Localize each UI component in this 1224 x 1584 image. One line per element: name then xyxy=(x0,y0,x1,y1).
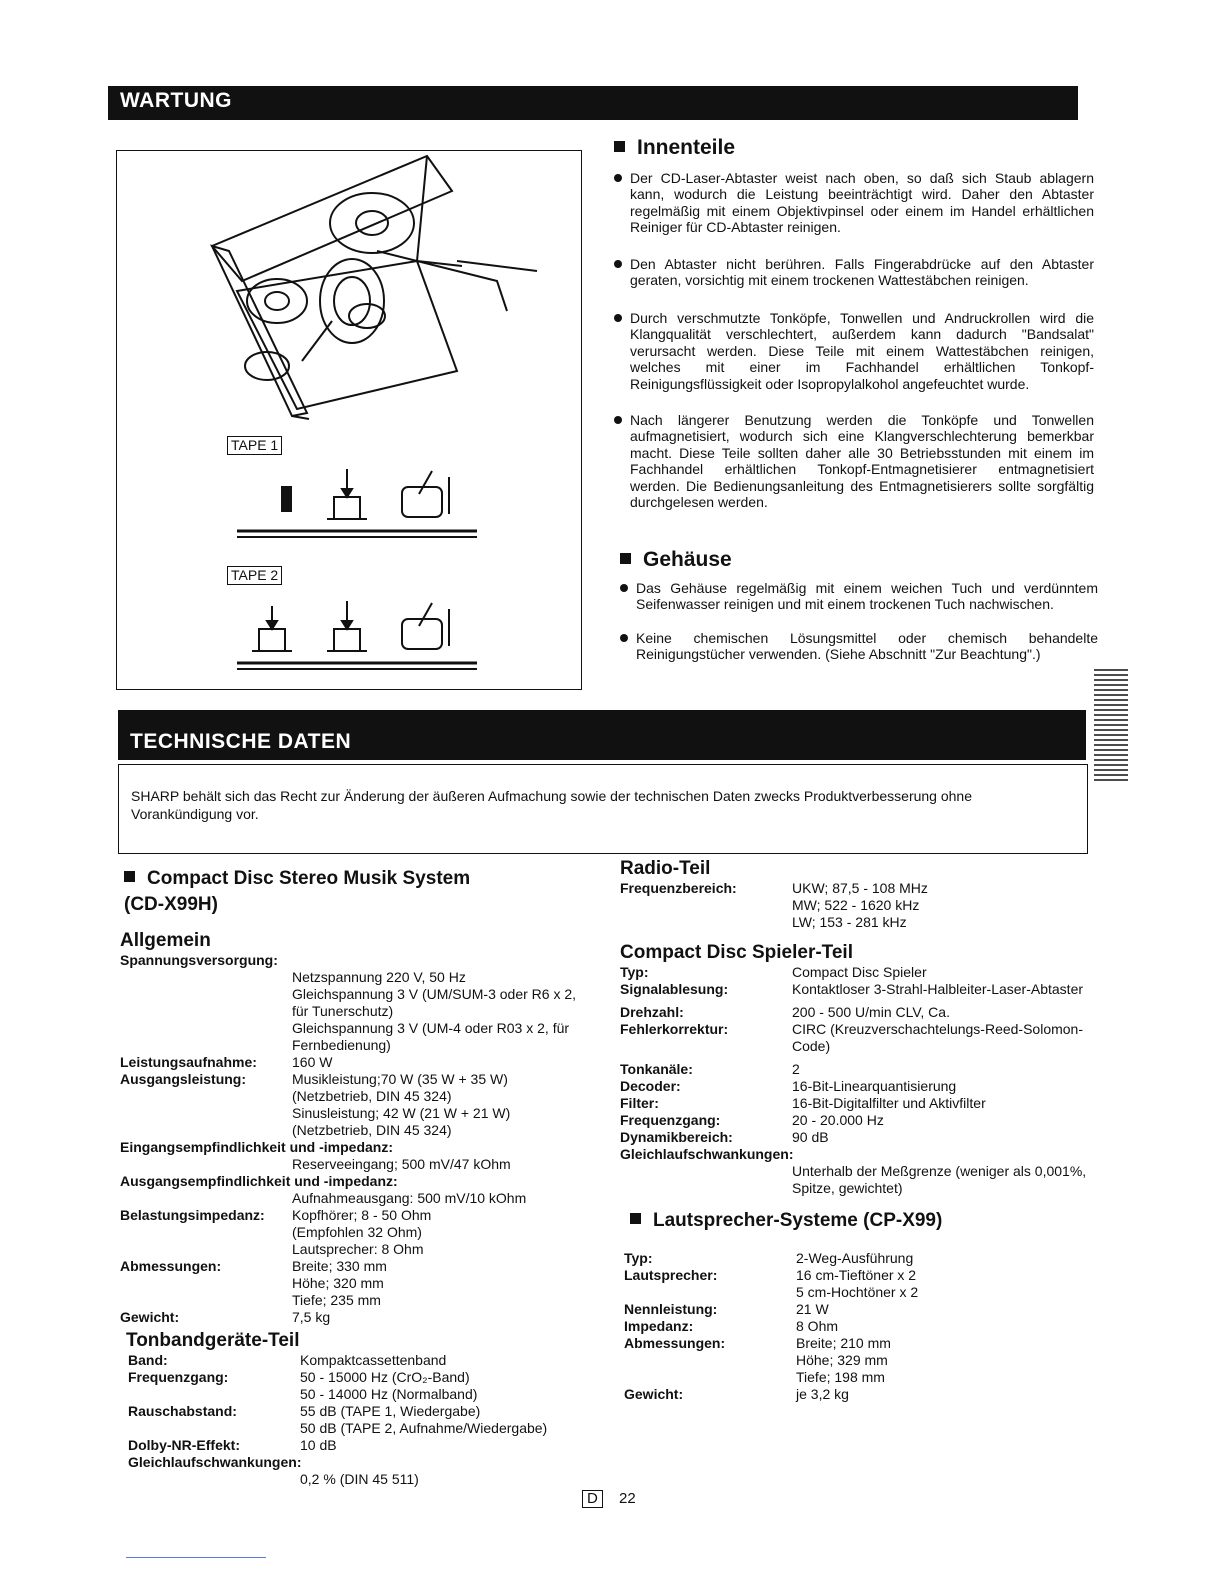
innenteile-bullet-2: Den Abtaster nicht berühren. Falls Fingerabdrücke auf den Abtaster geraten, vorsichtig mit einem trockenen Wattestäbchen reinigen. xyxy=(614,256,1094,289)
cd-label: Drehzahl: xyxy=(620,1004,684,1020)
radio-value-1: UKW; 87,5 - 108 MHz xyxy=(792,880,928,896)
cd-value: 16-Bit-Linearquantisierung xyxy=(792,1078,957,1094)
ls-heading: Lautsprecher-Systeme (CP-X99) xyxy=(630,1210,942,1232)
ausgang-value-1: Musikleistung;70 W (35 W + 35 W) xyxy=(292,1071,508,1087)
allgemein-heading: Allgemein xyxy=(120,930,211,951)
cd-value: 200 - 500 U/min CLV, Ca. xyxy=(792,1004,950,1020)
square-bullet-icon xyxy=(614,141,625,152)
cd-label: Typ: xyxy=(620,964,649,980)
spannung-value-1: Netzspannung 220 V, 50 Hz xyxy=(292,969,466,985)
ausg-value: Aufnahmeausgang: 500 mV/10 kOhm xyxy=(292,1190,527,1206)
abm-label: Abmessungen: xyxy=(120,1258,222,1274)
ausg-label: Ausgangsempfindlichkeit und -impedanz: xyxy=(120,1173,398,1189)
innenteile-bullet-1: Der CD-Laser-Abtaster weist nach oben, so daß sich Staub ablagern kann, wodurch die Leistung beeinträchtigt wird. Daher den Abtaster regelmäßig mit einem Objektivpinsel oder einem im Handel erhältlichen Reiniger für CD-Abtaster reinigen. xyxy=(614,170,1094,236)
ls-value: 8 Ohm xyxy=(796,1318,839,1334)
system-heading: Compact Disc Stereo Musik System (CD-X99H) xyxy=(124,868,471,915)
belast-value-1: Kopfhörer; 8 - 50 Ohm xyxy=(292,1207,432,1223)
freq-value-2: 50 - 14000 Hz (Normalband) xyxy=(300,1386,478,1402)
ls-value: Tiefe; 198 mm xyxy=(796,1369,885,1385)
section-tab-marker xyxy=(1094,666,1128,786)
tech-title: TECHNISCHE DATEN xyxy=(130,730,352,753)
allgemein-specs xyxy=(120,952,590,1326)
leistung-label: Leistungsaufnahme: xyxy=(120,1054,257,1070)
notice-box xyxy=(118,764,1088,854)
rausch-value-2: 50 dB (TAPE 2, Aufnahme/Wiedergabe) xyxy=(300,1420,548,1436)
language-badge: D xyxy=(582,1490,603,1508)
freq-value-1: 50 - 15000 Hz (CrO₂-Band) xyxy=(300,1369,470,1385)
band-label: Band: xyxy=(128,1352,168,1368)
cd-label: Fehlerkorrektur: xyxy=(620,1021,729,1037)
ls-value: 21 W xyxy=(796,1301,829,1317)
ls-label: Abmessungen: xyxy=(624,1335,726,1351)
cd-heading: Compact Disc Spieler-Teil xyxy=(620,942,853,963)
freq-label: Frequenzgang: xyxy=(128,1369,229,1385)
band-value: Kompaktcassettenband xyxy=(300,1352,447,1368)
innenteile-bullet-4: Nach längerer Benutzung werden die Tonköpfe und Tonwellen aufmagnetisiert, wodurch sich eine Klangverschlechterung bemerkbar macht. Diese Teile sollten daher alle 30 Betriebsstunden mit einem im Fachhandel erhältlichen Tonkopf-Entmagnetisierer entmagnetisiert werden. Die Bedienungsanleitung des Entmagnetisierers sollte sorgfältig durchgelesen werden. xyxy=(614,412,1094,510)
gehaeuse-heading: Gehäuse xyxy=(620,548,732,572)
gehaeuse-bullet-2: Keine chemischen Lösungsmittel oder chemisch behandelte Reinigungstücher verwenden. (Siehe Abschnitt "Zur Beachtung".) xyxy=(620,630,1098,663)
ls-value: 2-Weg-Ausführung xyxy=(796,1250,914,1266)
ls-value: je 3,2 kg xyxy=(796,1386,849,1402)
cd-value: 2 xyxy=(792,1061,800,1077)
spannung-value-3: Gleichspannung 3 V (UM-4 oder R03 x 2, für Fernbedienung) xyxy=(292,1020,570,1053)
ls-specs xyxy=(624,1250,1094,1403)
illustration-box xyxy=(116,150,582,690)
ausgang-label: Ausgangsleistung: xyxy=(120,1071,247,1087)
cd-label: Tonkanäle: xyxy=(620,1061,693,1077)
ls-label: Impedanz: xyxy=(624,1318,694,1334)
notice-text: SHARP behält sich das Recht zur Änderung der äußeren Aufmachung sowie der technischen Daten zwecks Produktverbesserung ohne Vorankündigung vor. xyxy=(131,788,972,822)
tonband-heading: Tonbandgeräte-Teil xyxy=(126,1330,300,1351)
cd-value: CIRC (Kreuzverschachtelungs-Reed-Solomon-Code) xyxy=(792,1021,1084,1054)
tape1-label: TAPE 1 xyxy=(227,436,282,455)
cd-label: Decoder: xyxy=(620,1078,681,1094)
wartung-header xyxy=(108,86,1078,120)
square-bullet-icon xyxy=(630,1213,641,1224)
ls-label: Lautsprecher: xyxy=(624,1267,718,1283)
page-number: 22 xyxy=(619,1490,636,1507)
square-bullet-icon xyxy=(124,871,135,882)
ls-value: Breite; 210 mm xyxy=(796,1335,891,1351)
spannung-label: Spannungsversorgung: xyxy=(120,952,278,968)
dolby-label: Dolby-NR-Effekt: xyxy=(128,1437,240,1453)
leistung-value: 160 W xyxy=(292,1054,333,1070)
ls-label xyxy=(624,1284,796,1301)
radio-value-3: LW; 153 - 281 kHz xyxy=(792,914,907,930)
belast-value-3: Lautsprecher: 8 Ohm xyxy=(292,1241,424,1257)
ls-value: 16 cm-Tieftöner x 2 xyxy=(796,1267,917,1283)
ls-label: Typ: xyxy=(624,1250,653,1266)
cd-gleich-value: Unterhalb der Meßgrenze (weniger als 0,001%, Spitze, gewichtet) xyxy=(792,1163,1087,1196)
cd-specs xyxy=(620,964,1090,1197)
tape2-heads-diagram xyxy=(237,591,487,681)
tape2-label: TAPE 2 xyxy=(227,566,282,585)
cd-label: Dynamikbereich: xyxy=(620,1129,733,1145)
cd-value: Compact Disc Spieler xyxy=(792,964,927,980)
abm-value-1: Breite; 330 mm xyxy=(292,1258,387,1274)
ls-label: Gewicht: xyxy=(624,1386,684,1402)
eing-value: Reserveeingang; 500 mV/47 kOhm xyxy=(292,1156,511,1172)
cd-label: Filter: xyxy=(620,1095,659,1111)
ls-value: 5 cm-Hochtöner x 2 xyxy=(796,1284,919,1300)
radio-label: Frequenzbereich: xyxy=(620,880,737,896)
ls-label: Nennleistung: xyxy=(624,1301,718,1317)
gleich-value: 0,2 % (DIN 45 511) xyxy=(300,1471,419,1487)
abm-value-3: Tiefe; 235 mm xyxy=(292,1292,381,1308)
tonband-specs xyxy=(128,1352,598,1488)
square-bullet-icon xyxy=(620,553,631,564)
belast-value-2: (Empfohlen 32 Ohm) xyxy=(292,1224,422,1240)
ausgang-value-4: (Netzbetrieb, DIN 45 324) xyxy=(292,1122,452,1138)
radio-specs xyxy=(620,880,1090,931)
cd-value: 90 dB xyxy=(792,1129,829,1145)
cd-gleich-label: Gleichlaufschwankungen: xyxy=(620,1146,794,1162)
gleich-label: Gleichlaufschwankungen: xyxy=(128,1454,302,1470)
cd-value: 16-Bit-Digitalfilter und Aktivfilter xyxy=(792,1095,986,1111)
rausch-label: Rauschabstand: xyxy=(128,1403,237,1419)
rausch-value-1: 55 dB (TAPE 1, Wiedergabe) xyxy=(300,1403,481,1419)
ausgang-value-2: (Netzbetrieb, DIN 45 324) xyxy=(292,1088,452,1104)
abm-value-2: Höhe; 320 mm xyxy=(292,1275,384,1291)
cassette-deck-illustration xyxy=(117,151,581,431)
gew-value: 7,5 kg xyxy=(292,1309,331,1325)
bottom-rule xyxy=(126,1557,266,1558)
radio-value-2: MW; 522 - 1620 kHz xyxy=(792,897,920,913)
innenteile-heading: Innenteile xyxy=(614,136,735,160)
spannung-value-2: Gleichspannung 3 V (UM/SUM-3 oder R6 x 2, für Tunerschutz) xyxy=(292,986,577,1019)
gew-label: Gewicht: xyxy=(120,1309,180,1325)
tech-header xyxy=(118,710,1086,760)
ls-value: Höhe; 329 mm xyxy=(796,1352,888,1368)
dolby-value: 10 dB xyxy=(300,1437,337,1453)
ls-label xyxy=(624,1369,796,1386)
eing-label: Eingangsempfindlichkeit und -impedanz: xyxy=(120,1139,394,1155)
cd-value: Kontaktloser 3-Strahl-Halbleiter-Laser-Abtaster xyxy=(792,981,1084,997)
ls-label xyxy=(624,1352,796,1369)
radio-heading: Radio-Teil xyxy=(620,858,711,879)
cd-label: Frequenzgang: xyxy=(620,1112,721,1128)
gehaeuse-bullet-1: Das Gehäuse regelmäßig mit einem weichen Tuch und verdünntem Seifenwasser reinigen und mit einem trockenen Tuch nachwischen. xyxy=(620,580,1098,613)
footer xyxy=(582,1490,636,1508)
wartung-title: WARTUNG xyxy=(120,89,232,112)
tape1-heads-diagram xyxy=(237,459,487,549)
ausgang-value-3: Sinusleistung; 42 W (21 W + 21 W) xyxy=(292,1105,511,1121)
cd-label: Signalablesung: xyxy=(620,981,729,997)
innenteile-bullet-3: Durch verschmutzte Tonköpfe, Tonwellen und Andruckrollen wird die Klangqualität verschlechtert, außerdem kann dadurch "Bandsalat" verursacht werden. Diese Teile mit einem Wattestäbchen reinigen, welches mit einer im Fachhandel erhältlichen Tonkopf-Reinigungsflüssigkeit oder Isopropylalkohol angefeuchtet wurde. xyxy=(614,310,1094,392)
belast-label: Belastungsimpedanz: xyxy=(120,1207,265,1223)
cd-value: 20 - 20.000 Hz xyxy=(792,1112,884,1128)
